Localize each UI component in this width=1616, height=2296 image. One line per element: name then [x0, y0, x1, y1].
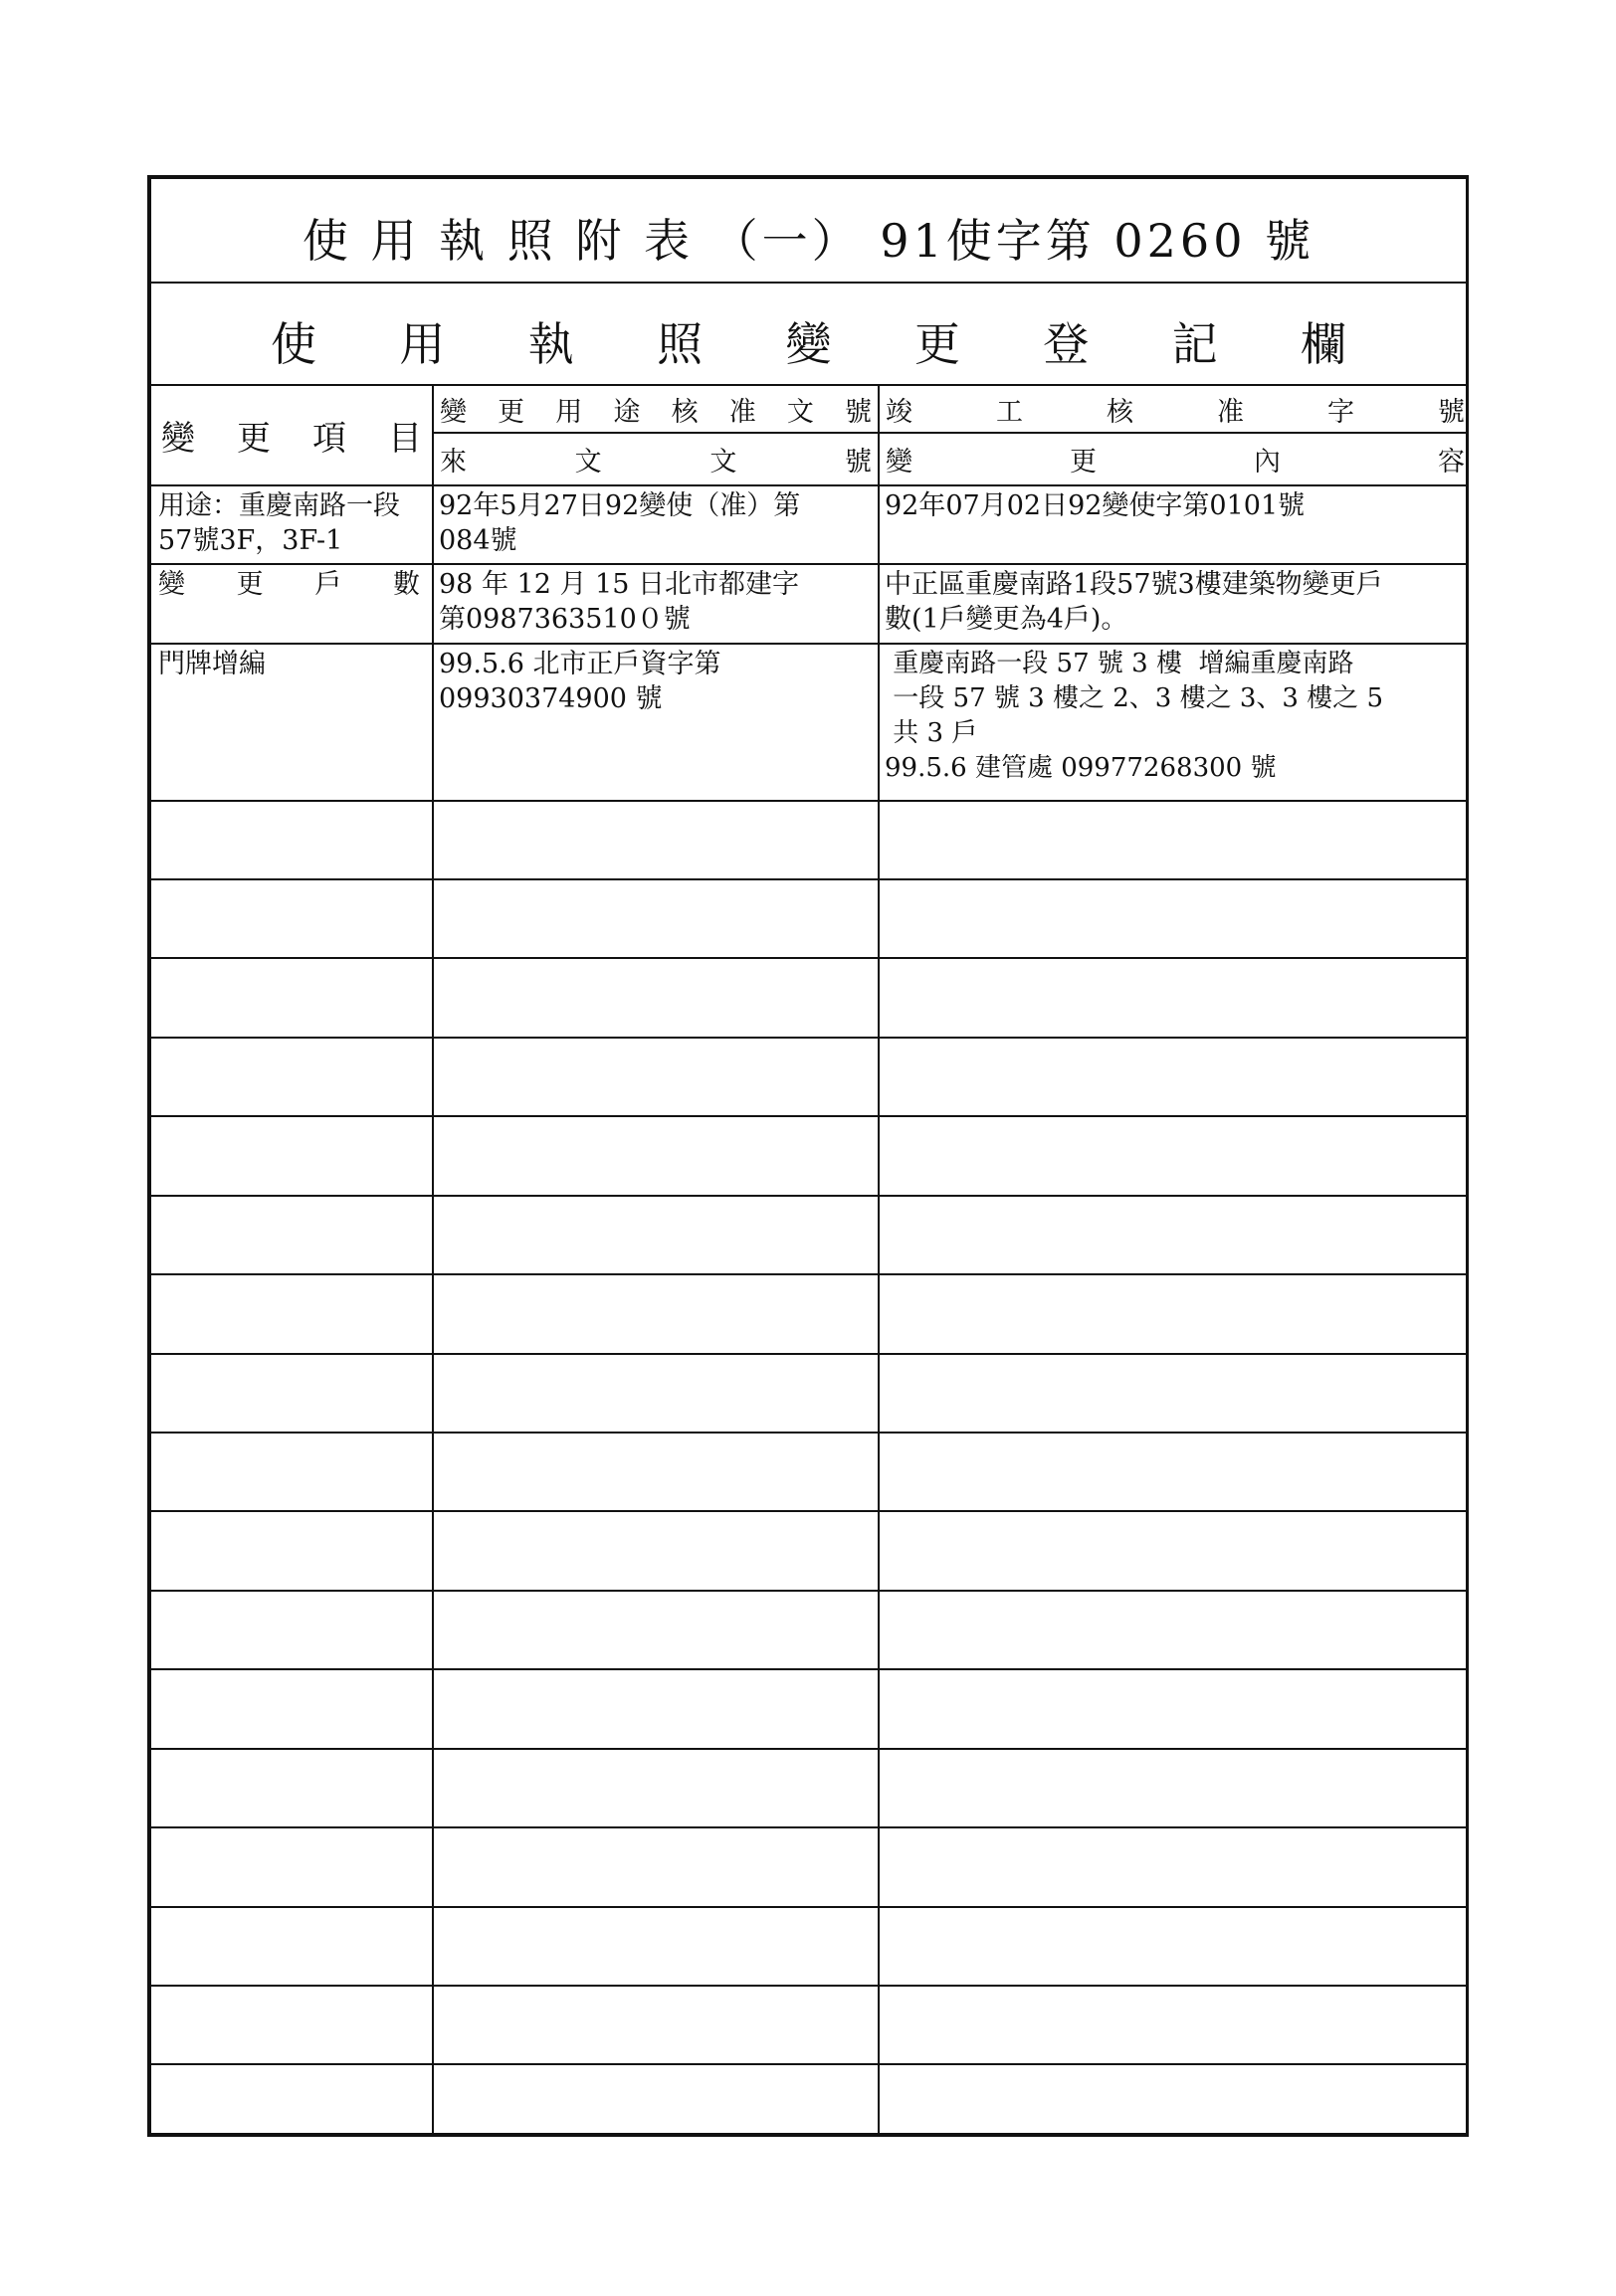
rule	[151, 1510, 1466, 1512]
section-title-char: 照	[657, 317, 704, 371]
section-title-char: 用	[399, 317, 446, 371]
section-title	[271, 308, 1346, 374]
row1-item: 用途：重慶南路一段 57號3F，3F-1	[158, 490, 400, 556]
rule	[151, 1668, 1466, 1670]
rule	[151, 1985, 1466, 1987]
rule	[151, 1906, 1466, 1908]
rule	[151, 1826, 1466, 1828]
rule	[151, 800, 1466, 802]
page-title: 使 用 執 照 附 表 （一） 91使字第 0260 號	[302, 214, 1315, 268]
row2-doc: 98 年 12 月 15 日北市都建字 第0987363510０號	[439, 569, 799, 635]
row2-content: 中正區重慶南路1段57號3樓建築物變更戶 數(1戶變更為4戶)。	[885, 569, 1383, 635]
row1-content: 92年07月02日92變使字第0101號	[885, 490, 1306, 521]
row1-doc: 92年5月27日92變使（准）第 084號	[439, 490, 801, 556]
rule	[151, 878, 1466, 880]
header-completion-approval: 竣 工 核 准 字 號	[886, 396, 1465, 428]
rule	[151, 1432, 1466, 1434]
header-incoming-doc: 來 文 文 號	[440, 446, 872, 478]
rule	[151, 282, 1466, 284]
register-table	[147, 175, 1469, 2137]
rule	[151, 1037, 1466, 1039]
rule	[151, 957, 1466, 959]
column-rule	[878, 384, 880, 2133]
row3-item: 門牌增編	[158, 649, 266, 679]
rule	[151, 1353, 1466, 1355]
header-change-content: 變 更 內 容	[886, 446, 1465, 478]
rule	[151, 1590, 1466, 1592]
section-title-char: 使	[271, 317, 316, 371]
rule	[151, 643, 1466, 645]
row2-item: 變 更 戶 數	[158, 569, 420, 600]
row3-content: 重慶南路一段 57 號 3 樓 增編重慶南路 一段 57 號 3 樓之 2、3 樓之 3、3 樓之 5 共 3 戶 99.5.6 建管處 09977268300 號	[885, 649, 1383, 783]
rule	[151, 384, 1466, 386]
rule	[151, 1748, 1466, 1750]
rule	[151, 1195, 1466, 1197]
section-title-char: 變	[785, 317, 832, 371]
header-change-item: 變 更 項 目	[161, 418, 422, 459]
rule	[151, 1273, 1466, 1275]
section-title-char: 欄	[1301, 317, 1346, 371]
rule	[151, 1115, 1466, 1117]
header-approval-doc: 變 更 用 途 核 准 文 號	[440, 396, 872, 428]
rule	[432, 432, 1466, 434]
section-title-char: 登	[1043, 317, 1090, 371]
column-rule	[432, 384, 434, 2133]
rule	[151, 563, 1466, 565]
rule	[151, 2063, 1466, 2065]
rule	[151, 484, 1466, 486]
section-title-char: 執	[527, 317, 574, 371]
section-title-char: 更	[913, 317, 960, 371]
section-title-char: 記	[1171, 317, 1218, 371]
row3-doc: 99.5.6 北市正戶資字第 09930374900 號	[439, 649, 721, 714]
